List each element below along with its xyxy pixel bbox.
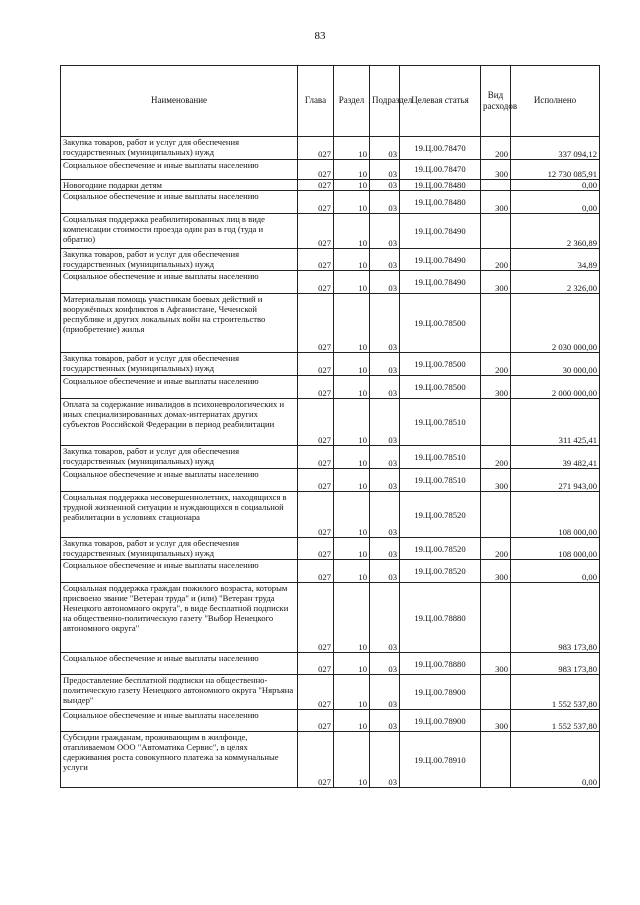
row-subsection: 03 bbox=[370, 180, 400, 191]
row-name: Закупка товаров, работ и услуг для обеспечения государственных (муниципальных) нужд bbox=[61, 249, 298, 271]
row-amount: 2 360,89 bbox=[511, 214, 600, 249]
row-amount: 983 173,80 bbox=[511, 653, 600, 675]
row-target: 19.Ц.00.78510 bbox=[400, 446, 481, 469]
row-name: Новогодние подарки детям bbox=[61, 180, 298, 191]
row-subsection: 03 bbox=[370, 353, 400, 376]
row-name: Социальная поддержка реабилитированных лиц в виде компенсации стоимости проезда один раз в год (туда и обратно) bbox=[61, 214, 298, 249]
row-name: Социальное обеспечение и иные выплаты населению bbox=[61, 191, 298, 214]
row-name: Социальная поддержка несовершеннолетних, находящихся в трудной жизненной ситуации и нуждающихся в социальной реабилитации в условиях стационара bbox=[61, 492, 298, 538]
row-expense-type bbox=[481, 294, 511, 353]
row-expense-type bbox=[481, 180, 511, 191]
row-expense-type: 300 bbox=[481, 191, 511, 214]
row-expense-type bbox=[481, 732, 511, 788]
row-section: 10 bbox=[334, 160, 370, 180]
row-amount: 1 552 537,80 bbox=[511, 710, 600, 732]
table-row bbox=[61, 249, 600, 271]
row-subsection: 03 bbox=[370, 732, 400, 788]
row-target: 19.Ц.00.78500 bbox=[400, 294, 481, 353]
row-chapter: 027 bbox=[298, 271, 334, 294]
table-row bbox=[61, 353, 600, 376]
row-subsection: 03 bbox=[370, 249, 400, 271]
row-chapter: 027 bbox=[298, 214, 334, 249]
row-subsection: 03 bbox=[370, 214, 400, 249]
row-section: 10 bbox=[334, 653, 370, 675]
row-name: Предоставление бесплатной подписки на общественно-политическую газету Ненецкого автономного округа "Няръяна вындер" bbox=[61, 675, 298, 710]
table-row bbox=[61, 492, 600, 538]
row-expense-type: 300 bbox=[481, 469, 511, 492]
row-chapter: 027 bbox=[298, 376, 334, 399]
row-target: 19.Ц.00.78880 bbox=[400, 583, 481, 653]
budget-table bbox=[60, 65, 600, 788]
row-section: 10 bbox=[334, 446, 370, 469]
row-name: Социальное обеспечение и иные выплаты населению bbox=[61, 469, 298, 492]
row-subsection: 03 bbox=[370, 710, 400, 732]
row-chapter: 027 bbox=[298, 583, 334, 653]
row-chapter: 027 bbox=[298, 653, 334, 675]
row-expense-type: 300 bbox=[481, 560, 511, 583]
table-row bbox=[61, 376, 600, 399]
row-target: 19.Ц.00.78490 bbox=[400, 214, 481, 249]
row-subsection: 03 bbox=[370, 653, 400, 675]
row-name: Социальное обеспечение и иные выплаты населению bbox=[61, 710, 298, 732]
header-executed: Исполнено bbox=[511, 66, 600, 137]
row-chapter: 027 bbox=[298, 732, 334, 788]
row-name: Социальное обеспечение и иные выплаты населению bbox=[61, 653, 298, 675]
row-section: 10 bbox=[334, 399, 370, 446]
table-row bbox=[61, 469, 600, 492]
row-expense-type bbox=[481, 214, 511, 249]
header-subsection: Подраздел bbox=[370, 66, 400, 137]
row-amount: 0,00 bbox=[511, 180, 600, 191]
row-chapter: 027 bbox=[298, 137, 334, 160]
row-chapter: 027 bbox=[298, 160, 334, 180]
row-chapter: 027 bbox=[298, 180, 334, 191]
row-section: 10 bbox=[334, 538, 370, 560]
row-name: Закупка товаров, работ и услуг для обеспечения государственных (муниципальных) нужд bbox=[61, 353, 298, 376]
row-section: 10 bbox=[334, 249, 370, 271]
row-target: 19.Ц.00.78500 bbox=[400, 353, 481, 376]
row-expense-type: 200 bbox=[481, 137, 511, 160]
row-section: 10 bbox=[334, 710, 370, 732]
row-target: 19.Ц.00.78490 bbox=[400, 249, 481, 271]
table-row bbox=[61, 675, 600, 710]
row-target: 19.Ц.00.78500 bbox=[400, 376, 481, 399]
row-subsection: 03 bbox=[370, 399, 400, 446]
row-target: 19.Ц.00.78910 bbox=[400, 732, 481, 788]
table-row bbox=[61, 214, 600, 249]
table-row bbox=[61, 583, 600, 653]
row-expense-type: 200 bbox=[481, 249, 511, 271]
row-section: 10 bbox=[334, 191, 370, 214]
table-row bbox=[61, 653, 600, 675]
row-amount: 12 730 085,91 bbox=[511, 160, 600, 180]
row-amount: 34,89 bbox=[511, 249, 600, 271]
row-subsection: 03 bbox=[370, 271, 400, 294]
table-row bbox=[61, 191, 600, 214]
row-name: Социальное обеспечение и иные выплаты населению bbox=[61, 271, 298, 294]
table-row bbox=[61, 732, 600, 788]
row-subsection: 03 bbox=[370, 376, 400, 399]
row-chapter: 027 bbox=[298, 710, 334, 732]
row-amount: 0,00 bbox=[511, 732, 600, 788]
row-target: 19.Ц.00.78520 bbox=[400, 492, 481, 538]
row-amount: 30 000,00 bbox=[511, 353, 600, 376]
table-row bbox=[61, 160, 600, 180]
row-section: 10 bbox=[334, 469, 370, 492]
row-section: 10 bbox=[334, 376, 370, 399]
row-section: 10 bbox=[334, 294, 370, 353]
row-amount: 2 000 000,00 bbox=[511, 376, 600, 399]
row-subsection: 03 bbox=[370, 446, 400, 469]
row-subsection: 03 bbox=[370, 560, 400, 583]
table-row bbox=[61, 399, 600, 446]
table-row bbox=[61, 137, 600, 160]
row-section: 10 bbox=[334, 271, 370, 294]
row-chapter: 027 bbox=[298, 446, 334, 469]
row-amount: 0,00 bbox=[511, 560, 600, 583]
header-section: Раздел bbox=[334, 66, 370, 137]
row-amount: 1 552 537,80 bbox=[511, 675, 600, 710]
row-name: Социальное обеспечение и иные выплаты населению bbox=[61, 560, 298, 583]
row-subsection: 03 bbox=[370, 160, 400, 180]
row-name: Социальное обеспечение и иные выплаты населению bbox=[61, 160, 298, 180]
page-number: 83 bbox=[314, 30, 326, 42]
row-amount: 39 482,41 bbox=[511, 446, 600, 469]
table-row bbox=[61, 710, 600, 732]
row-target: 19.Ц.00.78900 bbox=[400, 710, 481, 732]
row-name: Оплата за содержание инвалидов в психоневрологических и иных специализированных домах-интернатах других субъектов Российской Федерации в период реабилитации bbox=[61, 399, 298, 446]
row-name: Субсидии гражданам, проживающим в жилфонде, отапливаемом ООО "Автоматика Сервис", в целях сдерживания роста совокупного платежа за коммунальные услуги bbox=[61, 732, 298, 788]
row-section: 10 bbox=[334, 732, 370, 788]
table-row bbox=[61, 560, 600, 583]
row-expense-type: 200 bbox=[481, 353, 511, 376]
header-row bbox=[61, 66, 600, 137]
row-expense-type bbox=[481, 399, 511, 446]
row-target: 19.Ц.00.78900 bbox=[400, 675, 481, 710]
row-chapter: 027 bbox=[298, 249, 334, 271]
header-target: Целевая статья bbox=[400, 66, 481, 137]
row-expense-type: 300 bbox=[481, 376, 511, 399]
row-section: 10 bbox=[334, 583, 370, 653]
row-amount: 108 000,00 bbox=[511, 492, 600, 538]
row-subsection: 03 bbox=[370, 675, 400, 710]
row-section: 10 bbox=[334, 180, 370, 191]
row-target: 19.Ц.00.78470 bbox=[400, 137, 481, 160]
row-chapter: 027 bbox=[298, 399, 334, 446]
row-amount: 2 326,00 bbox=[511, 271, 600, 294]
row-section: 10 bbox=[334, 214, 370, 249]
row-expense-type bbox=[481, 492, 511, 538]
row-subsection: 03 bbox=[370, 538, 400, 560]
row-section: 10 bbox=[334, 353, 370, 376]
row-target: 19.Ц.00.78520 bbox=[400, 560, 481, 583]
table-row bbox=[61, 271, 600, 294]
row-expense-type: 300 bbox=[481, 710, 511, 732]
row-expense-type: 200 bbox=[481, 538, 511, 560]
header-chapter: Глава bbox=[298, 66, 334, 137]
row-section: 10 bbox=[334, 137, 370, 160]
row-section: 10 bbox=[334, 675, 370, 710]
table-row bbox=[61, 446, 600, 469]
row-subsection: 03 bbox=[370, 137, 400, 160]
row-amount: 108 000,00 bbox=[511, 538, 600, 560]
row-name: Закупка товаров, работ и услуг для обеспечения государственных (муниципальных) нужд bbox=[61, 446, 298, 469]
row-target: 19.Ц.00.78510 bbox=[400, 469, 481, 492]
row-expense-type: 200 bbox=[481, 446, 511, 469]
row-expense-type: 300 bbox=[481, 160, 511, 180]
row-chapter: 027 bbox=[298, 353, 334, 376]
row-chapter: 027 bbox=[298, 538, 334, 560]
row-amount: 311 425,41 bbox=[511, 399, 600, 446]
row-target: 19.Ц.00.78510 bbox=[400, 399, 481, 446]
row-chapter: 027 bbox=[298, 469, 334, 492]
row-amount: 2 030 000,00 bbox=[511, 294, 600, 353]
row-subsection: 03 bbox=[370, 191, 400, 214]
row-amount: 337 094,12 bbox=[511, 137, 600, 160]
table-row bbox=[61, 294, 600, 353]
row-amount: 0,00 bbox=[511, 191, 600, 214]
row-chapter: 027 bbox=[298, 675, 334, 710]
table-row bbox=[61, 180, 600, 191]
row-name: Социальное обеспечение и иные выплаты населению bbox=[61, 376, 298, 399]
row-target: 19.Ц.00.78490 bbox=[400, 271, 481, 294]
row-expense-type: 300 bbox=[481, 653, 511, 675]
row-amount: 983 173,80 bbox=[511, 583, 600, 653]
row-section: 10 bbox=[334, 560, 370, 583]
row-target: 19.Ц.00.78470 bbox=[400, 160, 481, 180]
row-expense-type bbox=[481, 675, 511, 710]
row-chapter: 027 bbox=[298, 294, 334, 353]
row-target: 19.Ц.00.78480 bbox=[400, 180, 481, 191]
row-target: 19.Ц.00.78480 bbox=[400, 191, 481, 214]
row-subsection: 03 bbox=[370, 469, 400, 492]
header-expense-type: Вид расходов bbox=[481, 66, 511, 137]
row-chapter: 027 bbox=[298, 191, 334, 214]
header-name: Наименование bbox=[61, 66, 298, 137]
row-expense-type: 300 bbox=[481, 271, 511, 294]
row-target: 19.Ц.00.78880 bbox=[400, 653, 481, 675]
row-amount: 271 943,00 bbox=[511, 469, 600, 492]
row-chapter: 027 bbox=[298, 492, 334, 538]
row-section: 10 bbox=[334, 492, 370, 538]
row-subsection: 03 bbox=[370, 492, 400, 538]
row-expense-type bbox=[481, 583, 511, 653]
table-row bbox=[61, 538, 600, 560]
row-subsection: 03 bbox=[370, 583, 400, 653]
row-target: 19.Ц.00.78520 bbox=[400, 538, 481, 560]
row-name: Закупка товаров, работ и услуг для обеспечения государственных (муниципальных) нужд bbox=[61, 137, 298, 160]
row-subsection: 03 bbox=[370, 294, 400, 353]
row-name: Социальная поддержка граждан пожилого возраста, которым присвоено звание "Ветеран труда" и (или) "Ветеран труда Ненецкого автономного округа", в виде бесплатной подписки на общественно-политическую газету "Выбор Ненецкого автономного округа" bbox=[61, 583, 298, 653]
row-chapter: 027 bbox=[298, 560, 334, 583]
row-name: Закупка товаров, работ и услуг для обеспечения государственных (муниципальных) нужд bbox=[61, 538, 298, 560]
row-name: Материальная помощь участникам боевых действий и вооружённых конфликтов в Афганистане, Чеченской республике и других локальных войн на строительство (приобретение) жилья bbox=[61, 294, 298, 353]
